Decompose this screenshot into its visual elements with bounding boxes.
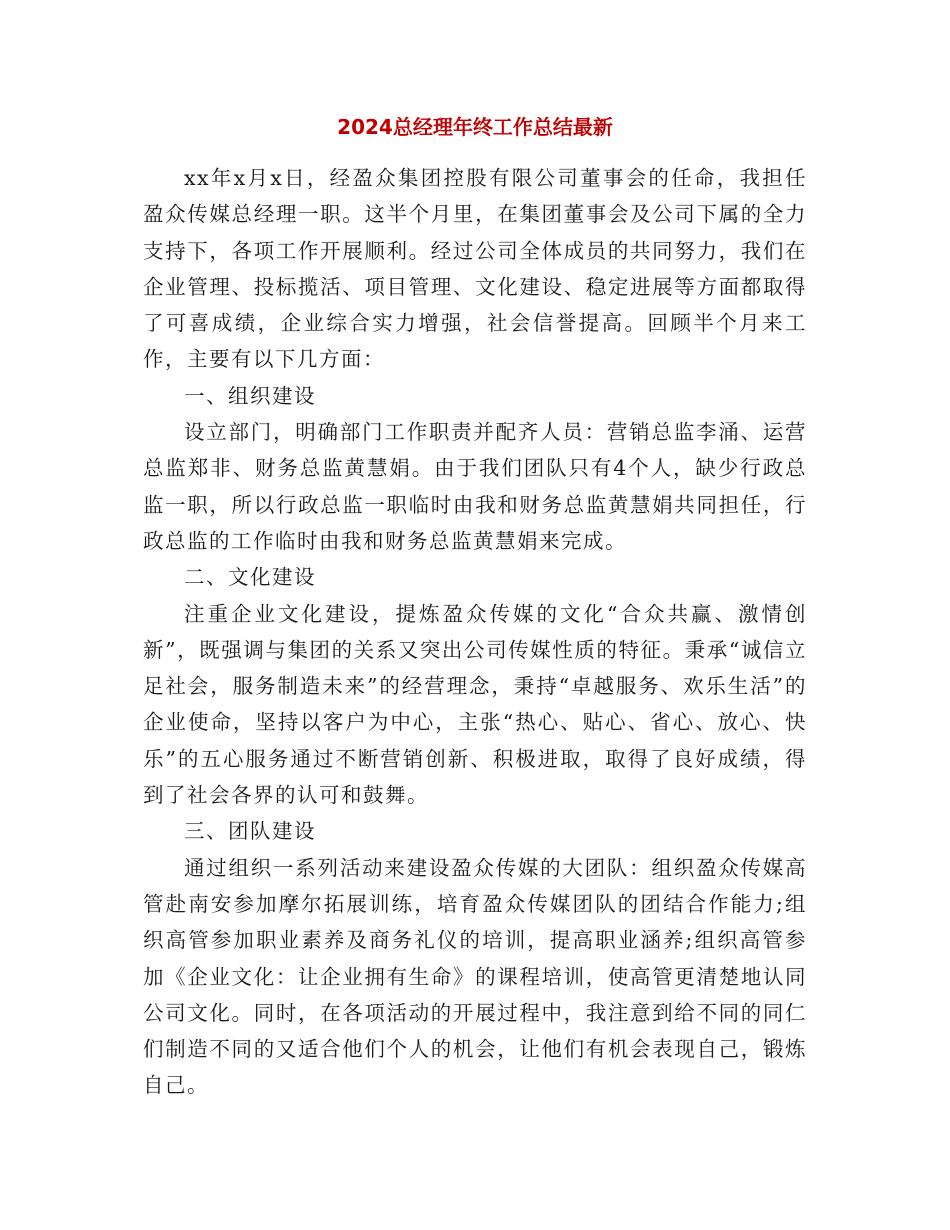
section-body-culture: 注重企业文化建设，提炼盈众传媒的文化“合众共赢、激情创新”，既强调与集团的关系又突出公司传媒性质的特征。秉承“诚信立足社会，服务制造未来”的经营理念，秉持“卓越服务、欢乐生活”的企业使命，坚持以客户为中心，主张“热心、贴心、省心、放心、快乐”的五心服务通过不断营销创新、积极进取，取得了良好成绩，得到了社会各界的认可和鼓舞。 (143, 601, 807, 808)
section-heading-organization: 一、组织建设 (184, 383, 316, 408)
section-heading-culture: 二、文化建设 (184, 565, 316, 590)
document-page (143, 112, 807, 1104)
section-heading-team: 三、团队建设 (184, 819, 316, 844)
section-body-team: 通过组织一系列活动来建设盈众传媒的大团队：组织盈众传媒高管赴南安参加摩尔拓展训练，培育盈众传媒团队的团结合作能力;组织高管参加职业素养及商务礼仪的培训，提高职业涵养;组织高管参加《企业文化：让企业拥有生命》的课程培训，使高管更清楚地认同公司文化。同时，在各项活动的开展过程中，我注意到给不同的同仁们制造不同的又适合他们个人的机会，让他们有机会表现自己，锻炼自己。 (143, 855, 807, 1098)
section-body-organization: 设立部门，明确部门工作职责并配齐人员：营销总监李涌、运营总监郑非、财务总监黄慧娟。由于我们团队只有4个人，缺少行政总监一职，所以行政总监一职临时由我和财务总监黄慧娟共同担任，行政总监的工作临时由我和财务总监黄慧娟来完成。 (143, 420, 807, 553)
document-title: 2024总经理年终工作总结最新 (337, 115, 613, 139)
intro-paragraph: xx年x月x日，经盈众集团控股有限公司董事会的任命，我担任盈众传媒总经理一职。这半个月里，在集团董事会及公司下属的全力支持下，各项工作开展顺利。经过公司全体成员的共同努力，我们在企业管理、投标揽活、项目管理、文化建设、稳定进展等方面都取得了可喜成绩，企业综合实力增强，社会信誉提高。回顾半个月来工作，主要有以下几方面： (143, 166, 807, 372)
